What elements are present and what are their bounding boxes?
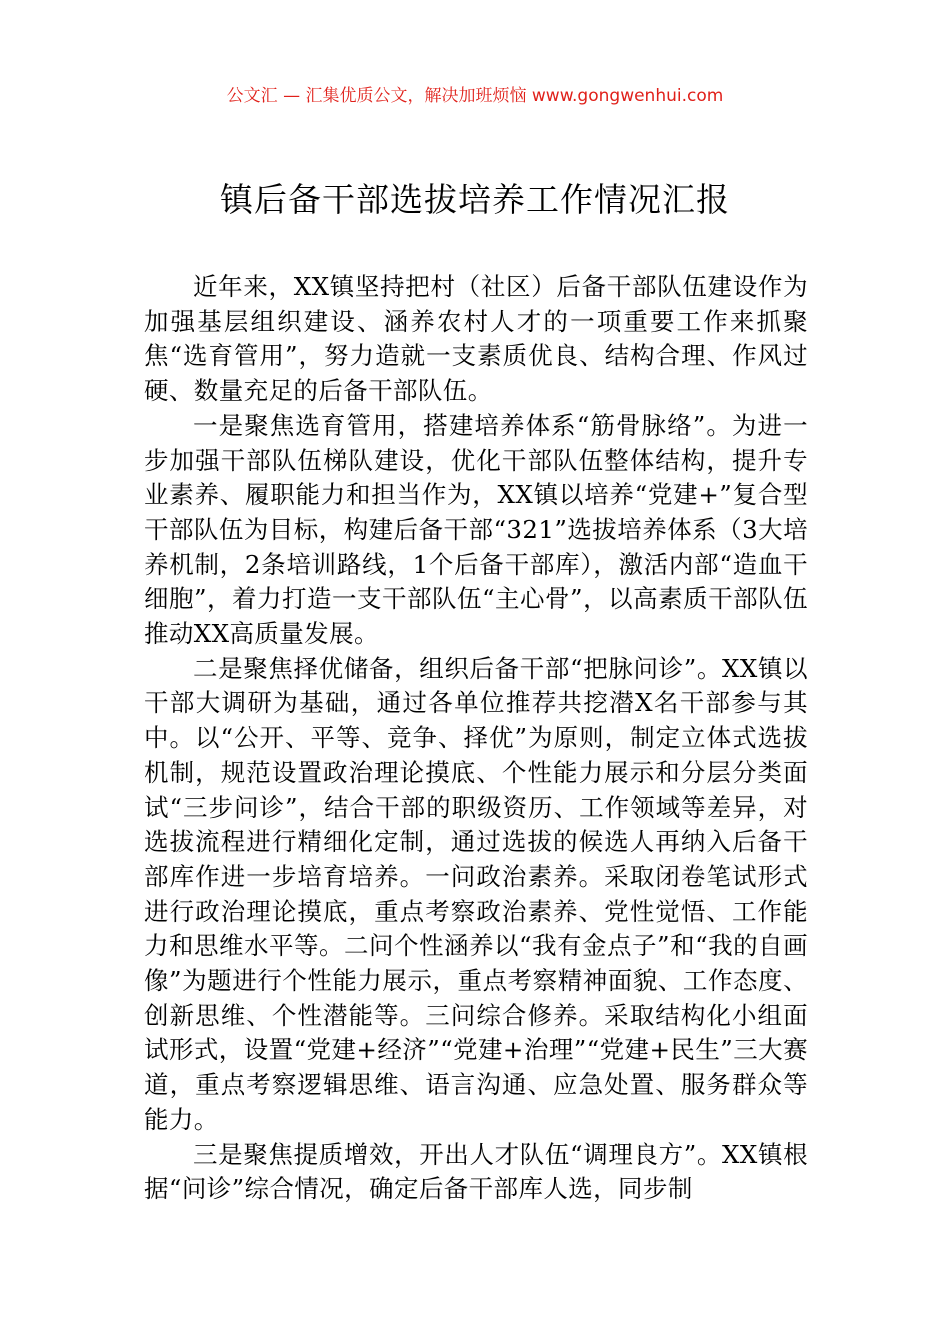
paragraph-point-three: 三是聚焦提质增效，开出人才队伍“调理良方”。XX镇根据“问诊”综合情况，确定后备干部库人选，同步制	[144, 1139, 808, 1204]
paragraph-intro: 近年来，XX镇坚持把村（社区）后备干部队伍建设作为加强基层组织建设、涵养农村人才的一项重要工作来抓聚焦“选育管用”，努力造就一支素质优良、结构合理、作风过硬、数量充足的后备干部队伍。	[144, 272, 808, 406]
paragraph-point-one: 一是聚焦选育管用，搭建培养体系“筋骨脉络”。为进一步加强干部队伍梯队建设，优化干部队伍整体结构，提升专业素养、履职能力和担当作为，XX镇以培养“党建+”复合型干部队伍为目标，构建后备干部“321”选拔培养体系（3大培养机制，2条培训路线，1个后备干部库），激活内部“造血干细胞”，着力打造一支干部队伍“主心骨”，以高素质干部队伍推动XX高质量发展。	[144, 410, 808, 649]
document-title: 镇后备干部选拔培养工作情况汇报	[220, 180, 730, 219]
document-body	[144, 270, 808, 1207]
paragraph-point-two: 二是聚焦择优储备，组织后备干部“把脉问诊”。XX镇以干部大调研为基础，通过各单位推荐共挖潜X名干部参与其中。以“公开、平等、竞争、择优”为原则，制定立体式选拔机制，规范设置政治理论摸底、个性能力展示和分层分类面试“三步问诊”，结合干部的职级资历、工作领域等差异，对选拔流程进行精细化定制，通过选拔的候选人再纳入后备干部库作进一步培育培养。一问政治素养。采取闭卷笔试形式进行政治理论摸底，重点考察政治素养、党性觉悟、工作能力和思维水平等。二问个性涵养以“我有金点子”和“我的自画像”为题进行个性能力展示，重点考察精神面貌、工作态度、创新思维、个性潜能等。三问综合修养。采取结构化小组面试形式，设置“党建+经济”“党建+治理”“党建+民生”三大赛道，重点考察逻辑思维、语言沟通、应急处置、服务群众等能力。	[144, 653, 808, 1134]
header-banner: 公文汇 — 汇集优质公文，解决加班烦恼 www.gongwenhui.com	[226, 86, 724, 106]
